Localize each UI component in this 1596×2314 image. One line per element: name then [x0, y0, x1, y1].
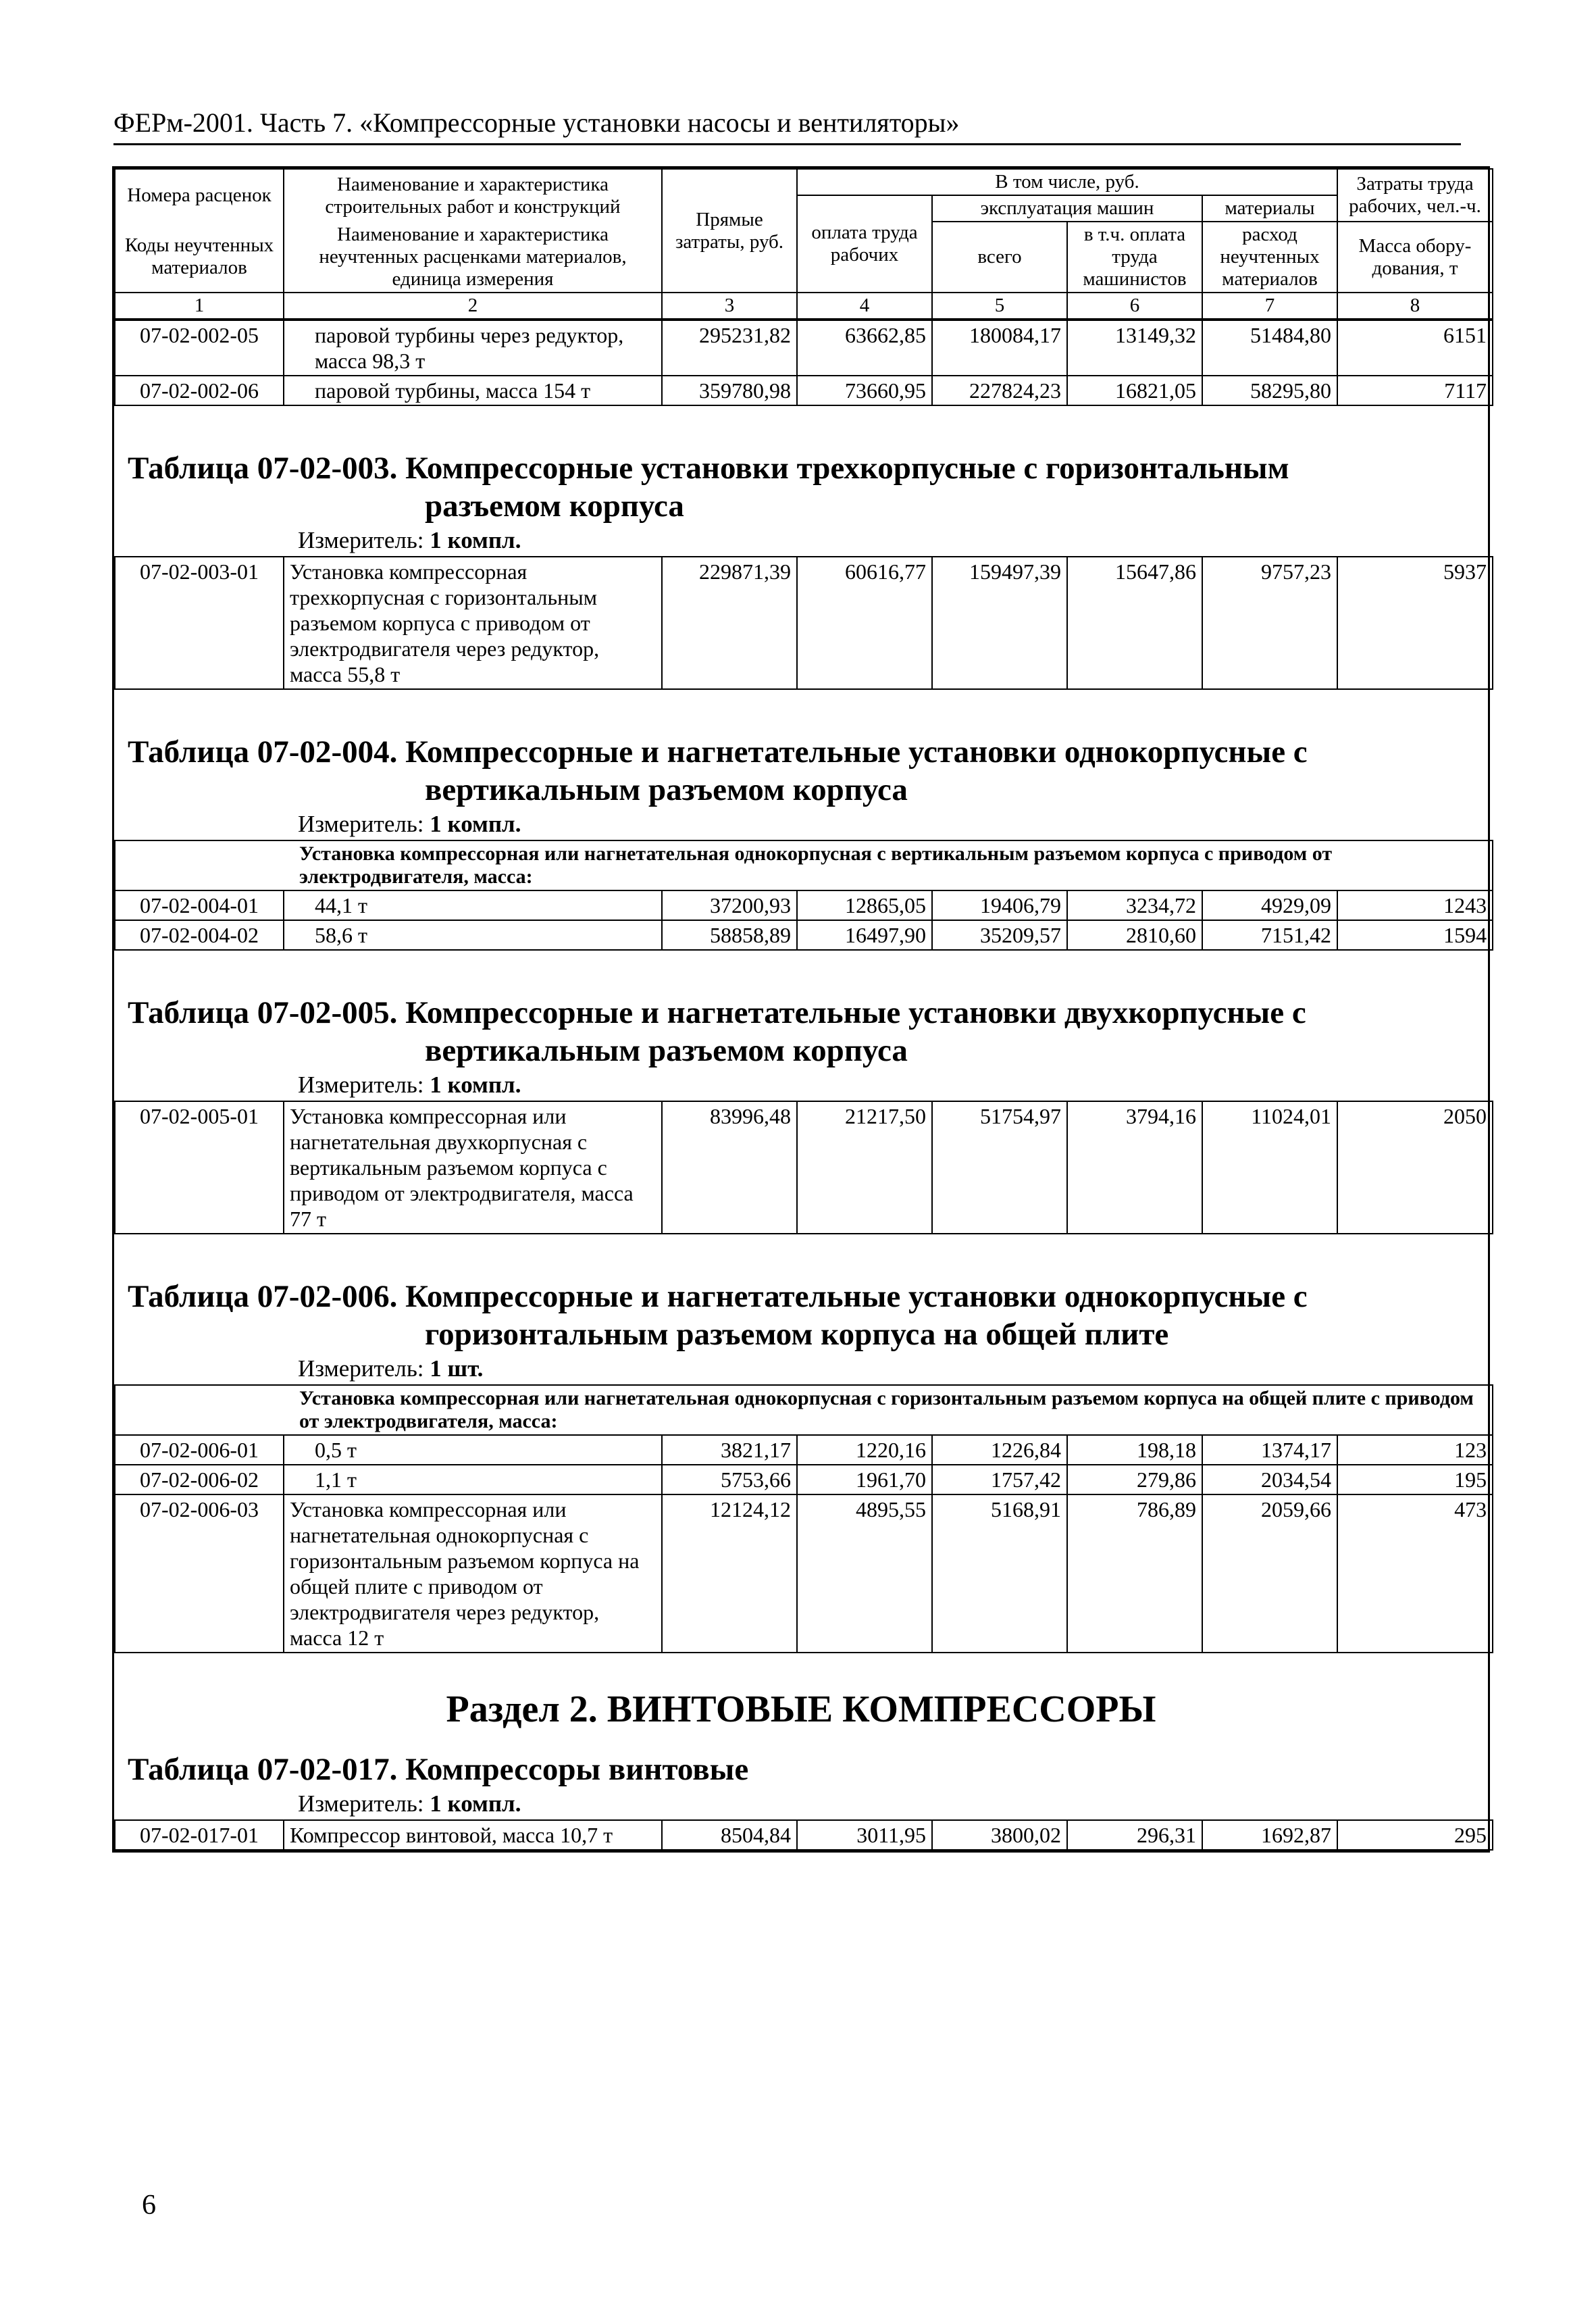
- table-row: [115, 376, 1493, 405]
- table-003: [114, 556, 1493, 690]
- trud-value: 473: [1337, 1494, 1493, 1653]
- col-naimen: Наименование и характеристика строительных работ и конструкций: [284, 169, 662, 222]
- rate-name: паровой турбины через редуктор, масса 98,3 т: [284, 320, 662, 376]
- col-ekspluat: эксплуатация машин: [932, 195, 1202, 222]
- mat-value: 11024,01: [1202, 1101, 1337, 1234]
- col-num: 5: [932, 293, 1067, 319]
- pryamye-value: 83996,48: [662, 1101, 797, 1234]
- vsego-value: 3800,02: [932, 1820, 1067, 1850]
- col-num: 8: [1337, 293, 1493, 319]
- table-004-meter: Измеритель: 1 компл.: [298, 811, 521, 837]
- vsego-value: 159497,39: [932, 557, 1067, 689]
- rate-name: 58,6 т: [284, 920, 662, 950]
- group-heading: Установка компрессорная или нагнетательная однокорпусная с горизонтальным разъемом корпуса на общей плите с приводом от электродвигателя, масса:: [115, 1385, 1493, 1435]
- table-row: [115, 1101, 1493, 1234]
- rate-code: 07-02-002-05: [115, 320, 284, 376]
- mash-value: 16821,05: [1067, 376, 1202, 405]
- vsego-value: 1226,84: [932, 1435, 1067, 1465]
- section-2-title: Раздел 2. ВИНТОВЫЕ КОМПРЕССОРЫ: [446, 1688, 1156, 1730]
- vsego-value: 1757,42: [932, 1465, 1067, 1494]
- pryamye-value: 5753,66: [662, 1465, 797, 1494]
- mat-value: 9757,23: [1202, 557, 1337, 689]
- oplata-value: 1220,16: [797, 1435, 932, 1465]
- rates-table-sheet: [112, 166, 1490, 1853]
- mat-value: 7151,42: [1202, 920, 1337, 950]
- oplata-value: 73660,95: [797, 376, 932, 405]
- pryamye-value: 8504,84: [662, 1820, 797, 1850]
- trud-value: 1243: [1337, 890, 1493, 920]
- column-header: [114, 168, 1493, 320]
- table-006-title: Таблица 07-02-006. Компрессорные и нагнетательные установки однокорпусные с горизонтальным разъемом корпуса на общей плите: [128, 1279, 1308, 1352]
- rate-name: Компрессор винтовой, масса 10,7 т: [284, 1820, 662, 1850]
- mash-value: 279,86: [1067, 1465, 1202, 1494]
- pryamye-value: 37200,93: [662, 890, 797, 920]
- table-row: [115, 1435, 1493, 1465]
- oplata-value: 63662,85: [797, 320, 932, 376]
- col-massa: Масса обору-дования, т: [1337, 222, 1493, 293]
- col-num: 7: [1202, 293, 1337, 319]
- mat-value: 2034,54: [1202, 1465, 1337, 1494]
- col-materialy: материалы: [1202, 195, 1337, 222]
- mat-value: 2059,66: [1202, 1494, 1337, 1653]
- rate-code: 07-02-006-03: [115, 1494, 284, 1653]
- pryamye-value: 12124,12: [662, 1494, 797, 1653]
- page-header: ФЕРм-2001. Часть 7. «Компрессорные установки насосы и вентиляторы»: [113, 107, 1461, 145]
- mat-value: 51484,80: [1202, 320, 1337, 376]
- col-vtch: в т.ч. оплата труда машинистов: [1067, 222, 1202, 293]
- table-004-title: Таблица 07-02-004. Компрессорные и нагнетательные установки однокорпусные с вертикальным разъемом корпуса: [128, 734, 1308, 807]
- rate-code: 07-02-002-06: [115, 376, 284, 405]
- trud-value: 6151: [1337, 320, 1493, 376]
- vsego-value: 51754,97: [932, 1101, 1067, 1234]
- col-kody: Коды неучтенных материалов: [115, 222, 284, 293]
- col-num: 1: [115, 293, 284, 319]
- rate-name: 44,1 т: [284, 890, 662, 920]
- col-num: 6: [1067, 293, 1202, 319]
- rate-name: Установка компрессорная или нагнетательная двухкорпусная с вертикальным разъемом корпуса с приводом от электродвигателя, масса 77 т: [284, 1101, 662, 1234]
- rate-code: 07-02-004-02: [115, 920, 284, 950]
- trud-value: 2050: [1337, 1101, 1493, 1234]
- vsego-value: 227824,23: [932, 376, 1067, 405]
- col-naimen2: Наименование и характеристика неучтенных расценками материалов, единица измерения: [284, 222, 662, 293]
- mash-value: 15647,86: [1067, 557, 1202, 689]
- oplata-value: 4895,55: [797, 1494, 932, 1653]
- table-row: [115, 1494, 1493, 1653]
- rate-name: Установка компрессорная или нагнетательная однокорпусная с горизонтальным разъемом корпуса на общей плите с приводом от электродвигателя через редуктор, масса 12 т: [284, 1494, 662, 1653]
- col-rashod: расход неучтенных материалов: [1202, 222, 1337, 293]
- table-003-title: Таблица 07-02-003. Компрессорные установки трехкорпусные с горизонтальным разъемом корпуса: [128, 451, 1289, 524]
- oplata-value: 21217,50: [797, 1101, 932, 1234]
- col-pryamye: Прямые затраты, руб.: [662, 169, 797, 293]
- col-zatraty: Затраты труда рабочих, чел.-ч.: [1337, 169, 1493, 222]
- mash-value: 296,31: [1067, 1820, 1202, 1850]
- mash-value: 198,18: [1067, 1435, 1202, 1465]
- mash-value: 786,89: [1067, 1494, 1202, 1653]
- group-heading: Установка компрессорная или нагнетательная однокорпусная с вертикальным разъемом корпуса с приводом от электродвигателя, масса:: [115, 840, 1493, 890]
- col-num: 4: [797, 293, 932, 319]
- rate-name: паровой турбины, масса 154 т: [284, 376, 662, 405]
- mash-value: 3794,16: [1067, 1101, 1202, 1234]
- trud-value: 5937: [1337, 557, 1493, 689]
- rate-code: 07-02-017-01: [115, 1820, 284, 1850]
- table-row: [115, 890, 1493, 920]
- vsego-value: 5168,91: [932, 1494, 1067, 1653]
- mat-value: 1692,87: [1202, 1820, 1337, 1850]
- table-006: [114, 1384, 1493, 1653]
- rate-name: 0,5 т: [284, 1435, 662, 1465]
- table-017-title: Таблица 07-02-017. Компрессоры винтовые: [128, 1752, 749, 1787]
- mash-value: 3234,72: [1067, 890, 1202, 920]
- table-004: [114, 840, 1493, 951]
- col-nomera: Номера расценок: [115, 169, 284, 222]
- pryamye-value: 3821,17: [662, 1435, 797, 1465]
- oplata-value: 60616,77: [797, 557, 932, 689]
- pryamye-value: 295231,82: [662, 320, 797, 376]
- trud-value: 7117: [1337, 376, 1493, 405]
- vsego-value: 19406,79: [932, 890, 1067, 920]
- table-005-meter: Измеритель: 1 компл.: [298, 1072, 521, 1098]
- rate-code: 07-02-004-01: [115, 890, 284, 920]
- table-002-continuation: [114, 320, 1493, 406]
- pryamye-value: 58858,89: [662, 920, 797, 950]
- table-row: [115, 557, 1493, 689]
- pryamye-value: 229871,39: [662, 557, 797, 689]
- trud-value: 195: [1337, 1465, 1493, 1494]
- table-005: [114, 1101, 1493, 1234]
- table-row: [115, 1820, 1493, 1850]
- mat-value: 1374,17: [1202, 1435, 1337, 1465]
- col-num: 2: [284, 293, 662, 319]
- oplata-value: 16497,90: [797, 920, 932, 950]
- table-row: [115, 320, 1493, 376]
- page-number: 6: [142, 2190, 156, 2221]
- table-017-meter: Измеритель: 1 компл.: [298, 1790, 521, 1817]
- rate-name: 1,1 т: [284, 1465, 662, 1494]
- trud-value: 123: [1337, 1435, 1493, 1465]
- rate-name: Установка компрессорная трехкорпусная с горизонтальным разъемом корпуса с приводом от электродвигателя через редуктор, масса 55,8 т: [284, 557, 662, 689]
- mat-value: 4929,09: [1202, 890, 1337, 920]
- trud-value: 295: [1337, 1820, 1493, 1850]
- trud-value: 1594: [1337, 920, 1493, 950]
- oplata-value: 3011,95: [797, 1820, 932, 1850]
- col-oplata: оплата труда рабочих: [797, 195, 932, 293]
- pryamye-value: 359780,98: [662, 376, 797, 405]
- rate-code: 07-02-003-01: [115, 557, 284, 689]
- rate-code: 07-02-006-02: [115, 1465, 284, 1494]
- table-row: [115, 1465, 1493, 1494]
- rate-code: 07-02-006-01: [115, 1435, 284, 1465]
- vsego-value: 35209,57: [932, 920, 1067, 950]
- col-v-tom-chisle: В том числе, руб.: [797, 169, 1337, 195]
- col-num: 3: [662, 293, 797, 319]
- mash-value: 2810,60: [1067, 920, 1202, 950]
- table-017: [114, 1819, 1493, 1851]
- table-003-meter: Измеритель: 1 компл.: [298, 527, 521, 553]
- oplata-value: 12865,05: [797, 890, 932, 920]
- table-005-title: Таблица 07-02-005. Компрессорные и нагнетательные установки двухкорпусные с вертикальным разъемом корпуса: [128, 995, 1306, 1068]
- table-row: [115, 920, 1493, 950]
- mat-value: 58295,80: [1202, 376, 1337, 405]
- rate-code: 07-02-005-01: [115, 1101, 284, 1234]
- oplata-value: 1961,70: [797, 1465, 932, 1494]
- table-006-meter: Измеритель: 1 шт.: [298, 1355, 484, 1382]
- mash-value: 13149,32: [1067, 320, 1202, 376]
- col-vsego: всего: [932, 222, 1067, 293]
- vsego-value: 180084,17: [932, 320, 1067, 376]
